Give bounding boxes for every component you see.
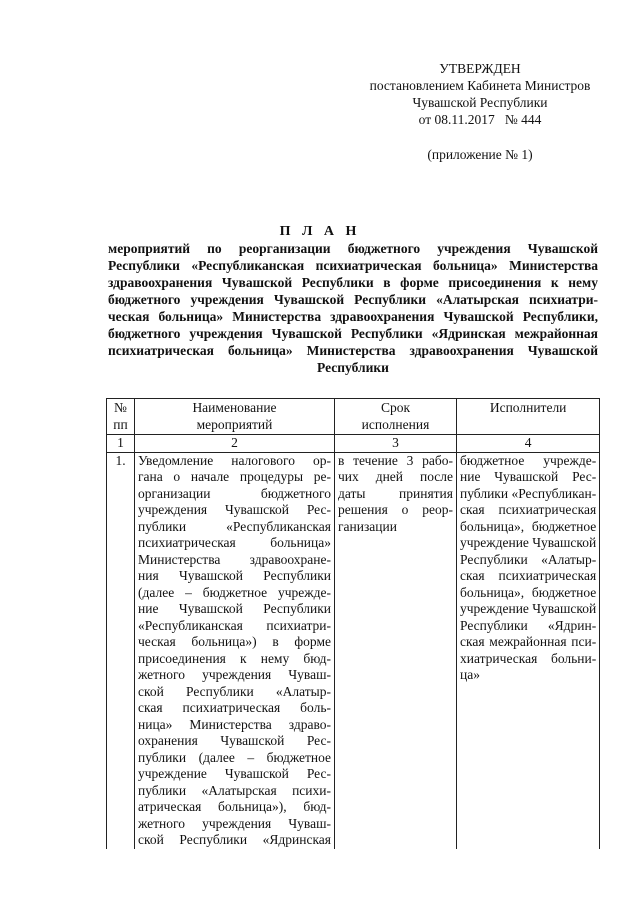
event-line: «Республиканская психиатри- — [138, 617, 331, 633]
event-line: ской Республики «Ядринская — [138, 832, 331, 847]
header-executors — [457, 399, 600, 435]
executor-line: ние Чувашской Рес- — [460, 469, 597, 484]
plan-desc-line: мероприятий по реорганизации бюджетного учреждения Чувашской — [108, 241, 598, 256]
header-executors-line1: Исполнители — [489, 400, 567, 415]
appendix-note: (приложение № 1) — [427, 147, 533, 162]
approval-block — [340, 60, 620, 128]
plan-desc-line: Республики — [317, 360, 389, 375]
header-event — [135, 399, 335, 435]
executor-line: бюджетное учрежде- — [460, 452, 597, 468]
executor-line: ская психиатрическая — [460, 502, 597, 517]
event-line: публики «Республиканская — [138, 518, 331, 534]
column-number: 2 — [135, 435, 335, 453]
column-number: 1 — [107, 435, 135, 453]
approval-status: УТВЕРЖДЕН — [439, 61, 521, 76]
header-number-line2: пп — [113, 416, 128, 432]
event-line: охранения Чувашской Рес- — [138, 733, 331, 748]
executor-line: учреждение Чувашской — [460, 535, 597, 550]
table-row — [107, 452, 600, 849]
executor-line: публики «Республикан- — [460, 485, 597, 501]
executor-line: учреждение Чувашской — [460, 601, 597, 616]
event-line: присоединения к нему бюд- — [138, 650, 331, 666]
event-line: ния Чувашской Республики — [138, 568, 331, 583]
executor-line: Республики «Ядрин- — [460, 617, 597, 633]
event-line: учреждение Чувашской Рес- — [138, 766, 331, 781]
event-line: гана о начале процедуры ре- — [138, 469, 331, 484]
event-line: ческая больница») в форме — [138, 634, 331, 649]
term-cell — [335, 452, 457, 849]
executor-line: больница», бюджетное — [460, 584, 597, 600]
header-event-line2: мероприятий — [196, 416, 273, 432]
event-line: публики «Алатырская психи- — [138, 782, 331, 798]
term-line: решения о реор- — [338, 502, 453, 517]
event-line: организации бюджетного — [138, 485, 331, 501]
approval-line-3: от 08.11.2017 № 444 — [418, 112, 542, 127]
term-line: чих дней после — [338, 469, 453, 484]
plan-description — [108, 240, 598, 376]
event-line: ской Республики «Алатыр- — [138, 683, 331, 699]
event-line: (далее – бюджетное учрежде- — [138, 584, 331, 600]
plan-desc-line: бюджетного учреждения Чувашской Республики «Алатырская психиатри- — [108, 292, 598, 307]
plan-desc-line: психиатрическая больница» Министерства здравоохранения Чувашской — [108, 343, 598, 358]
header-number — [107, 399, 135, 435]
executors-cell — [457, 452, 600, 849]
event-line: атрическая больница»), бюд- — [138, 799, 331, 814]
header-term-line2: исполнения — [361, 416, 430, 432]
executor-line: больница», бюджетное — [460, 518, 597, 534]
header-event-line1: Наименование — [192, 400, 277, 415]
header-term-line1: Срок — [380, 400, 411, 415]
term-line: в течение 3 рабо- — [338, 452, 453, 468]
event-line: Уведомление налогового ор- — [138, 452, 331, 468]
event-line: ская психиатрическая боль- — [138, 700, 331, 715]
plan-title: П Л А Н — [279, 224, 361, 239]
event-line: жетного учреждения Чуваш- — [138, 815, 331, 831]
row-number: 1. — [107, 452, 135, 849]
event-line: психиатрическая больница» — [138, 535, 331, 550]
plan-desc-line: бюджетного учреждения Чувашской Республики «Ядринская межрайонная — [108, 326, 598, 341]
approval-line-1: постановлением Кабинета Министров — [369, 78, 591, 93]
column-number: 3 — [335, 435, 457, 453]
plan-table — [106, 398, 600, 849]
plan-desc-line: здравоохранения Чувашской Республики в форме присоединения к нему — [108, 275, 598, 290]
executor-line: ская психиатрическая — [460, 568, 597, 583]
event-line: учреждения Чувашской Рес- — [138, 502, 331, 517]
event-cell — [135, 452, 335, 849]
executor-line: ская межрайонная пси- — [460, 634, 597, 649]
term-line: ганизации — [338, 518, 397, 534]
column-number-row — [107, 435, 600, 453]
term-line: даты принятия — [338, 485, 453, 501]
event-line: жетного учреждения Чуваш- — [138, 667, 331, 682]
executor-line: ца» — [460, 667, 480, 682]
event-line: публики (далее – бюджетное — [138, 749, 331, 765]
plan-desc-line: ческая больница» Министерства здравоохранения Чувашской Республики, — [108, 309, 598, 324]
executor-line: хиатрическая больни- — [460, 650, 597, 666]
header-term — [335, 399, 457, 435]
executor-line: Республики «Алатыр- — [460, 551, 597, 567]
table-header-row — [107, 399, 600, 435]
event-line: ние Чувашской Республики — [138, 601, 331, 616]
header-number-line1: № — [114, 400, 127, 415]
plan-desc-line: Республики «Республиканская психиатрическая больница» Министерства — [108, 258, 598, 273]
column-number: 4 — [457, 435, 600, 453]
approval-line-2: Чувашской Республики — [412, 95, 548, 110]
event-line: Министерства здравоохране- — [138, 551, 331, 567]
event-line: ница» Министерства здраво- — [138, 716, 331, 732]
